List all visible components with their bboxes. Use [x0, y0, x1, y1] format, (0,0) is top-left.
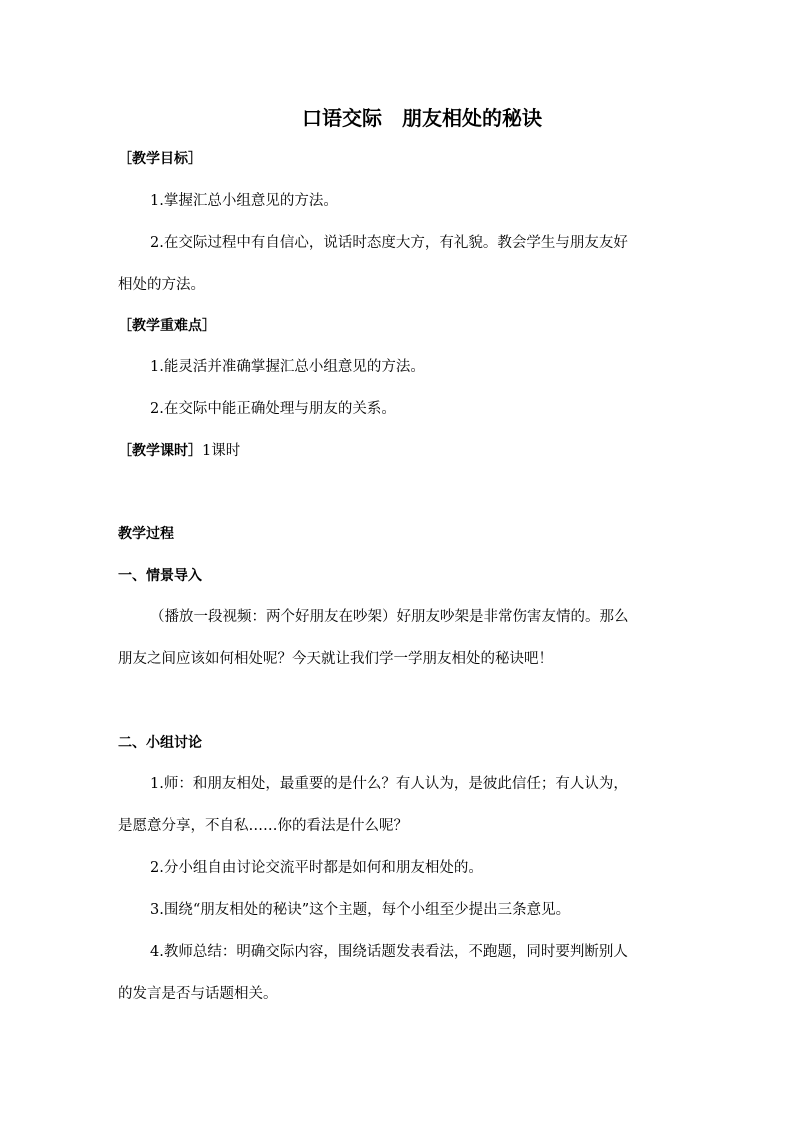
key-points-heading: ［教学重难点］ — [118, 318, 216, 334]
page-title: 口语交际 朋友相处的秘诀 — [302, 106, 542, 130]
section-1-heading: 一、情景导入 — [118, 568, 202, 584]
section-2-item-2: 2.分小组自由讨论交流平时都是如何和朋友相处的。 — [150, 860, 483, 876]
key-points-item-2: 2.在交际中能正确处理与朋友的关系。 — [150, 401, 396, 417]
goals-item-2-line-1: 2.在交际过程中有自信心，说话时态度大方，有礼貌。教会学生与朋友友好 — [150, 235, 628, 251]
key-points-item-1: 1.能灵活并准确掌握汇总小组意见的方法。 — [150, 359, 425, 375]
section-2-item-4-line-1: 4.教师总结：明确交际内容，围绕话题发表看法，不跑题，同时要判断别人 — [150, 944, 628, 960]
process-heading: 教学过程 — [118, 526, 174, 542]
goals-item-1: 1.掌握汇总小组意见的方法。 — [150, 193, 338, 209]
section-2-item-1-line-2: 是愿意分享，不自私……你的看法是什么呢？ — [118, 818, 408, 834]
section-1-line-2: 朋友之间应该如何相处呢？今天就让我们学一学朋友相处的秘诀吧！ — [118, 651, 553, 667]
goals-item-2-line-2: 相处的方法。 — [118, 277, 205, 293]
hours-row — [118, 440, 678, 462]
hours-heading: ［教学课时］ — [118, 443, 202, 459]
goals-heading: ［教学目标］ — [118, 151, 202, 167]
section-1-line-1: （播放一段视频：两个好朋友在吵架）好朋友吵架是非常伤害友情的。那么 — [150, 609, 629, 625]
section-2-item-3: 3.围绕“朋友相处的秘诀”这个主题，每个小组至少提出三条意见。 — [150, 902, 571, 918]
section-2-item-1-line-1: 1.师：和朋友相处，最重要的是什么？有人认为，是彼此信任；有人认为， — [150, 776, 628, 792]
section-2-heading: 二、小组讨论 — [118, 735, 202, 751]
hours-value: 1课时 — [202, 443, 241, 459]
section-2-item-4-line-2: 的发言是否与话题相关。 — [118, 986, 278, 1002]
